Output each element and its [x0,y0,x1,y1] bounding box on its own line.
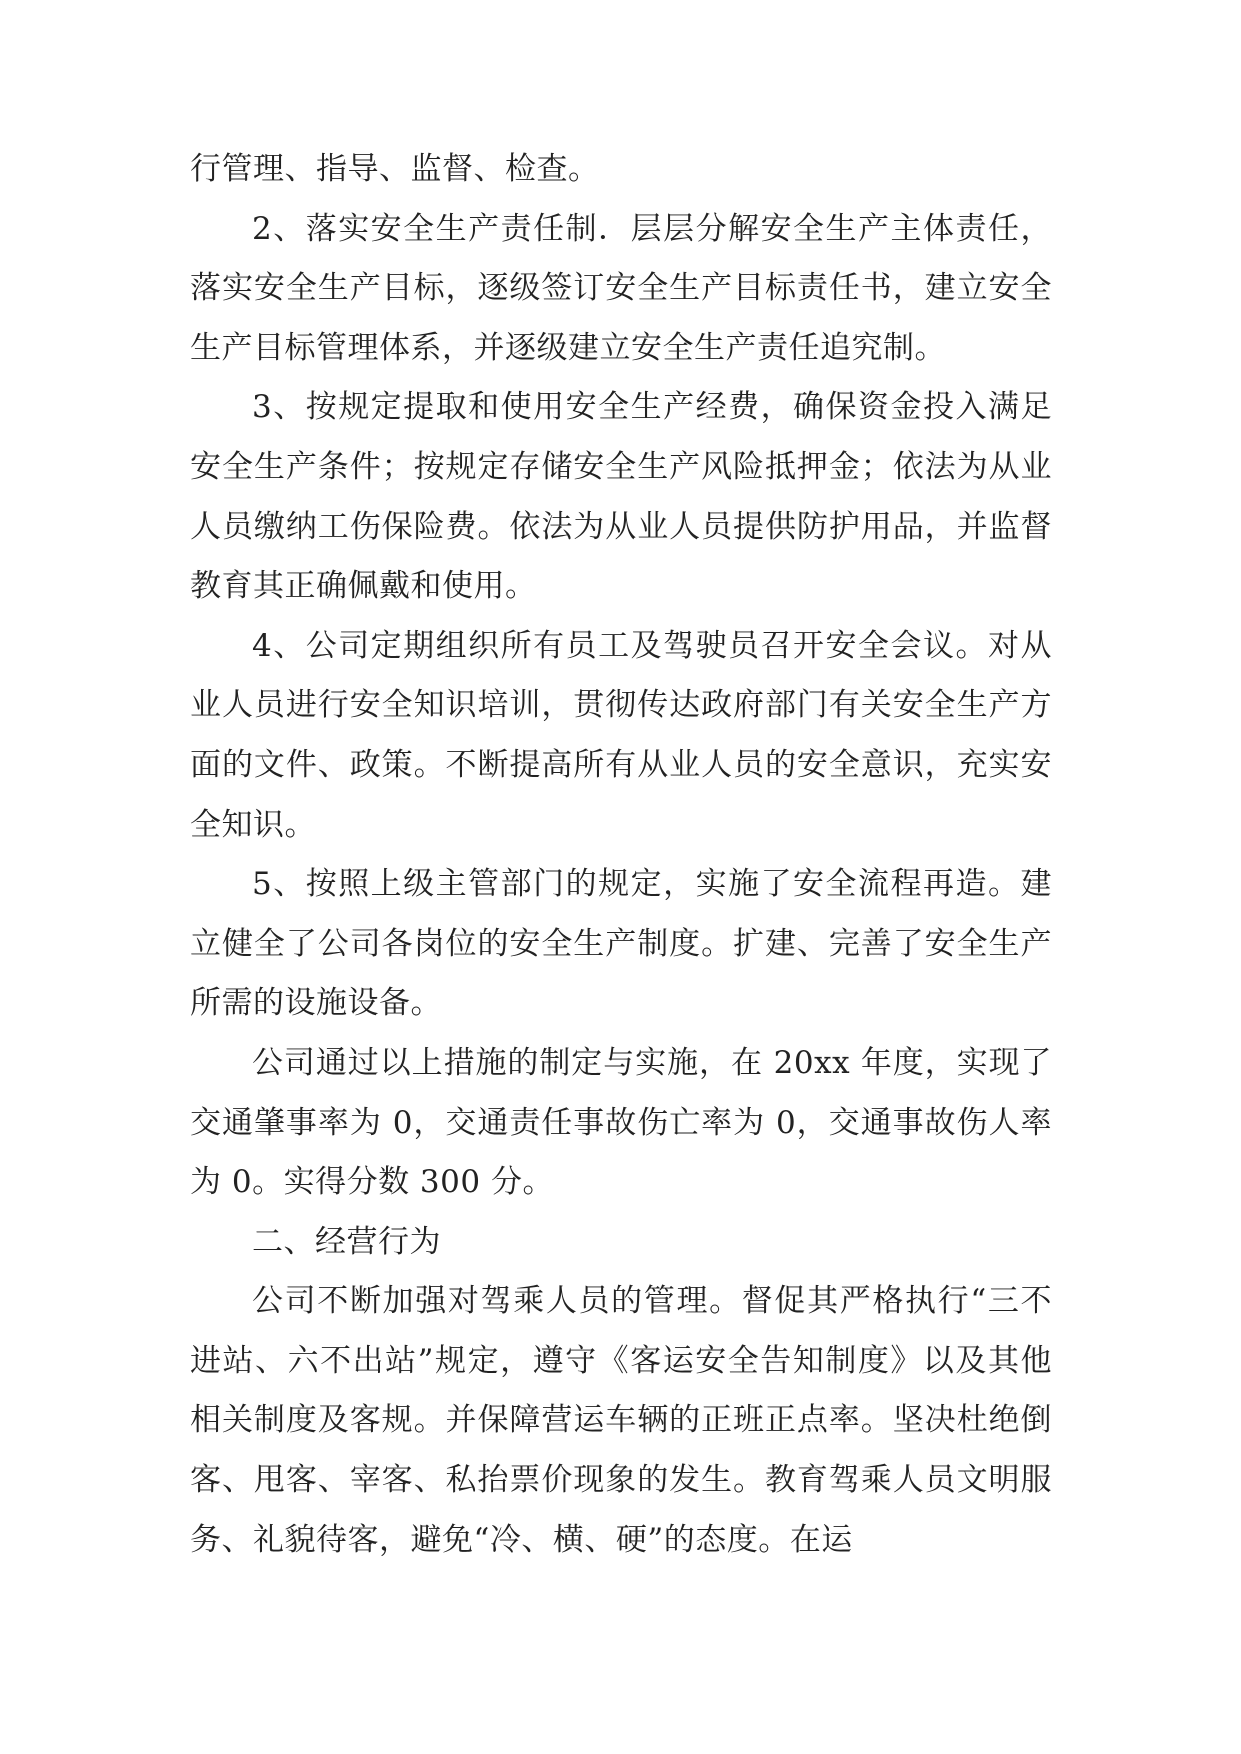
paragraph-item-5: 5、按照上级主管部门的规定，实施了安全流程再造。建立健全了公司各岗位的安全生产制度。扩建、完善了安全生产所需的设施设备。 [190,866,1052,1022]
paragraph-summary: 公司通过以上措施的制定与实施，在 20xx 年度，实现了交通肇事率为 0，交通责任事故伤亡率为 0，交通事故伤人率为 0。实得分数 300 分。 [190,1044,1052,1201]
paragraph-item-4: 4、公司定期组织所有员工及驾驶员召开安全会议。对从业人员进行安全知识培训，贯彻传达政府部门有关安全生产方面的文件、政策。不断提高所有从业人员的安全意识，充实安全知识。 [190,627,1052,843]
document-page [190,140,1052,1570]
paragraph-item-3: 3、按规定提取和使用安全生产经费，确保资金投入满足安全生产条件；按规定存储安全生产风险抵押金；依法为从业人员缴纳工伤保险费。依法为从业人员提供防护用品，并监督教育其正确佩戴和使用。 [190,389,1052,605]
section-heading-business-conduct: 二、经营行为 [252,1223,441,1260]
paragraph-item-2: 2、落实安全生产责任制．层层分解安全生产主体责任，落实安全生产目标，逐级签订安全生产目标责任书，建立安全生产目标管理体系，并逐级建立安全生产责任追究制。 [190,210,1052,366]
paragraph-business-conduct: 公司不断加强对驾乘人员的管理。督促其严格执行“三不进站、六不出站”规定，遵守《客运安全告知制度》以及其他相关制度及客规。并保障营运车辆的正班正点率。坚决杜绝倒客、甩客、宰客、私抬票价现象的发生。教育驾乘人员文明服务、礼貌待客，避免“冷、横、硬”的态度。在运 [190,1283,1052,1558]
paragraph-continuation: 行管理、指导、监督、检查。 [190,151,600,187]
